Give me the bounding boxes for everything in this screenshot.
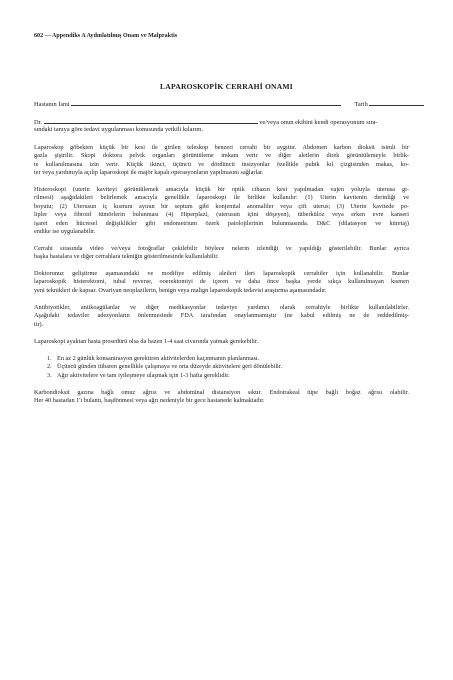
- text-line: ter veya yardımıyla açılıp laparoskopi ile majör kapalı operasyonların yapılmasını sağlarlar.: [34, 169, 264, 177]
- list-item: [34, 355, 409, 363]
- text-line: Antibiyotikler, antikoagülanlar ve diğer medikasyonlar tedaviye yardımcı olarak cerrahiyle birlikte kullanılabilirler.: [34, 304, 409, 311]
- paragraph-medications: [34, 304, 409, 329]
- date-label: Tarih: [354, 101, 368, 108]
- list-text: Üçüncü günden itibaren genellikle çalışmaya ve orta düzeyde aktivitelere geri dönülebilir.: [57, 363, 283, 371]
- paragraph-video: [34, 245, 409, 262]
- doctor-suffix: ve/veya onun ekibini kendi operasyonum sıra-: [259, 119, 378, 126]
- patient-name-label: Hastanın İsmi: [34, 101, 70, 108]
- date-field[interactable]: [369, 99, 424, 106]
- text-line: Laparoskop göbekten küçük bir kesi ile girilen teleskop benzeri cerrahi bir aygıttır. Abdomen karbon dioksit isimli bir: [34, 144, 409, 151]
- text-line: Karbondioksit gazına bağlı omuz ağrısı ve abdominal distansiyon sıktır. Endotrakeal tüpe bağlı boğaz ağrısı olabilir.: [34, 389, 409, 396]
- text-line: Aşağıdaki tedaviler adezyonların önlenmesinde FDA tarafından onaylanmamıştır (ne kabul edilmiş ne de reddedilmiş-: [34, 312, 409, 320]
- paragraph-laparoscope: [34, 144, 409, 178]
- list-number: 2.: [47, 363, 52, 371]
- paragraph-instruments: [34, 270, 409, 295]
- text-line: yeni teknikleri de kapsar. Ovariyan neoplazilerin, benign veya malign laparoskopik tedavisi araştırma aşamasındadır.: [34, 286, 327, 294]
- recovery-list: [34, 355, 409, 380]
- text-line: te kullanılmasına izin verir. Küçük ikinci, üçüncü ve dördüncü insizyonlar özellikle pubik kıl çizgisinden makas, ko-: [34, 160, 409, 168]
- doctor-row: [34, 117, 409, 126]
- list-text: Ağır aktivitelere ve tam iyileşmeye ulaşmak için 1-3 hafta gereklidir.: [57, 371, 230, 379]
- text-line: tir).: [34, 320, 44, 328]
- paragraph-hysteroscopy: [34, 186, 409, 237]
- text-line: Her 40 hastadan 1'i bulantı, başdönmesi veya ağrı nedeniyle bir gece hastanede kalmaktadır.: [34, 397, 265, 405]
- doctor-name-field[interactable]: [44, 117, 258, 124]
- list-number: 3.: [47, 371, 52, 379]
- text-line: Laparoskopi ayaktan hasta prosedürü olsa da bazen 1-4 saat civarında yatmak gerekebilir.: [34, 338, 259, 345]
- doctor-row-continued: [34, 126, 409, 133]
- text-line: Cerrahi sırasında video ve/veya fotoğraflar çekilebilir böylece nelerin izlendiği ve yapıldığı gösterilebilir. Bunlar ayrıca: [34, 245, 409, 252]
- doctor-prefix: Dr.: [34, 119, 42, 126]
- text-line: Histeroskopi (uterin kaviteyi görüntülemek amacıyla küçük bir optik cihazın kesi yapılmadan vajen yoluyla uterusa gi-: [34, 186, 409, 193]
- text-line: laparoskopik histerektomi, tubal reverse, ooerektomiyi de içeren ve daha önce başka yerde sıkça kullanılmayan kısmen: [34, 278, 409, 286]
- paragraph-outpatient: [34, 338, 409, 346]
- doctor-line2: sındaki tanıya göre tedavi uygulanması konusunda yetkili kılarım.: [34, 126, 203, 133]
- text-line: işaret eden hücresel değişiklikler gibi endometrium özerk patolojilerinin bulunmasında. D&C (dilatasyon ve küretaj): [34, 219, 409, 227]
- text-line: lipler veya fibroid tümörlerin bulunması (4) Hiperplazi, (uterusun içini döşeyen), tüberküloz veya erken evre kanseri: [34, 211, 409, 219]
- text-line: rilmesi) aşağıdakileri belirlemek amacıyla genellikle laparoskopi ile birlikte kullanılır: (1) Uterin kavitenin derinliği ve: [34, 194, 409, 202]
- text-line: boyutu; (2) Uterusun iç kısmını ayıran bir septum gibi konjenital anomaliler veya çift uterus; (3) Uterin kavitede po-: [34, 202, 409, 210]
- text-line: endike ise uygulanabilir.: [34, 228, 96, 236]
- list-item: [34, 363, 409, 371]
- running-head: 602 — Appendiks A Aydınlatılmış Onam ve Malpraktis: [34, 33, 178, 39]
- list-number: 1.: [47, 355, 52, 362]
- text-line: gazla şişirilir. Skopi doktora pelvik organları görüntüleme imkanı verir ve diğer aletlerin direk görüntülemeyle birlik-: [34, 152, 409, 160]
- patient-name-field[interactable]: [71, 99, 341, 106]
- list-item: [34, 372, 409, 380]
- list-text: En az 2 günlük konsantrasyon gerektiren aktivitelerden kaçınmanın planlanması.: [57, 355, 260, 362]
- paragraph-side-effects: [34, 389, 409, 406]
- text-line: Doktorunuz geliştirme aşamasındaki ve modifiye edilmiş aletleri ileri laparoskopik cerrahiler için kullanabilir. Bunlar: [34, 270, 409, 277]
- patient-name-row: [34, 99, 409, 108]
- form-title: LAPAROSKOPİK CERRAHİ ONAMI: [160, 82, 293, 91]
- text-line: başka hastalara ve diğer cerrahlara tekniğin gösterilmesinde kullanılabilir.: [34, 253, 219, 261]
